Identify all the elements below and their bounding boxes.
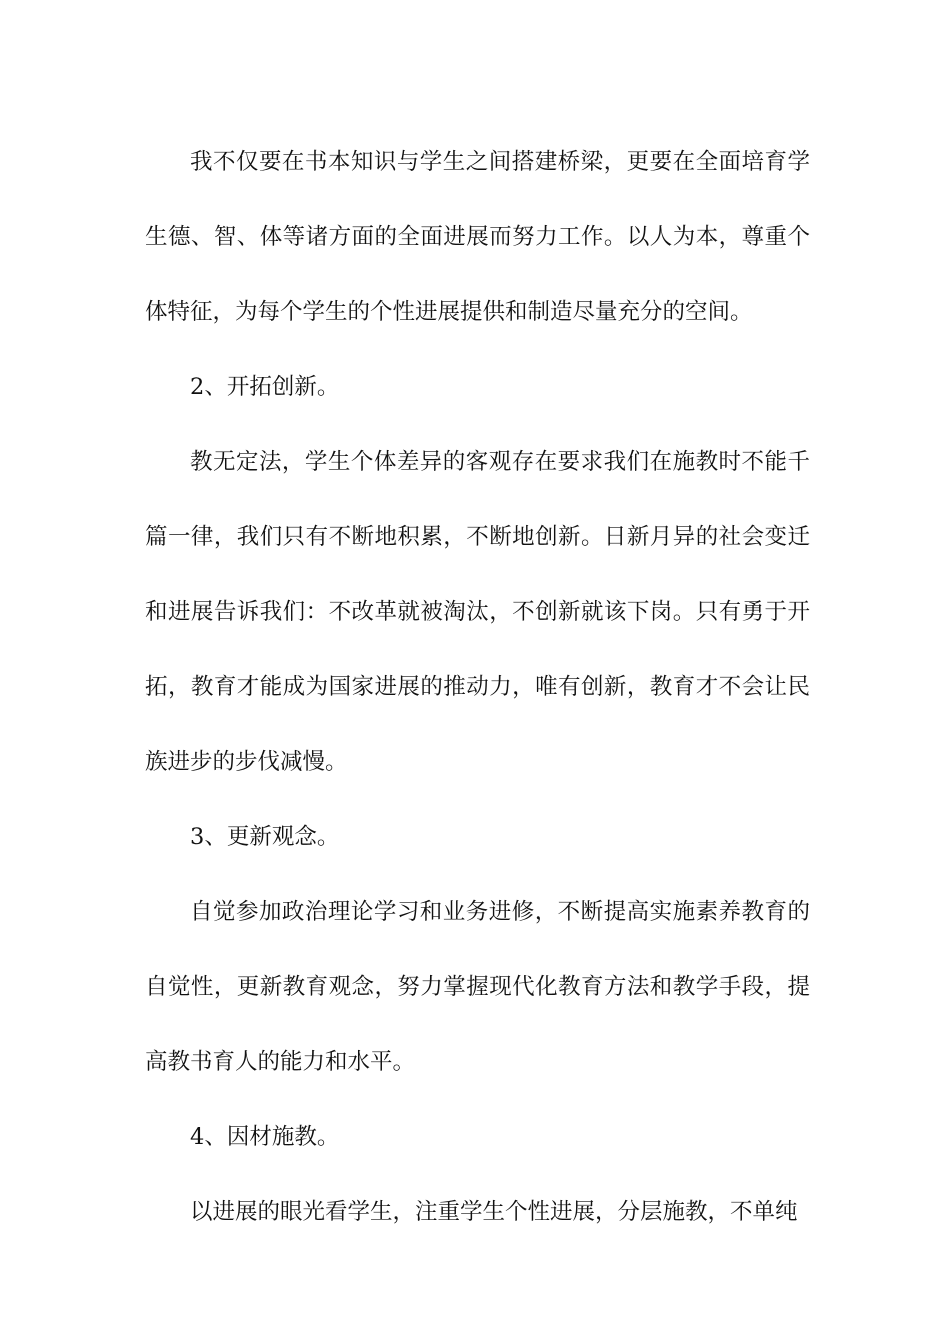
section-heading: 4、因材施教。 [190,1124,340,1150]
section-heading: 2、开拓创新。 [190,374,340,400]
paragraph-body: 自觉参加政治理论学习和业务进修，不断提高实施素养教育的自觉性，更新教育观念，努力掌握现代化教育方法和教学手段，提高教书育人的能力和水平。 [145,899,810,1075]
document-body [145,125,810,1250]
paragraph-body: 教无定法，学生个体差异的客观存在要求我们在施教时不能千篇一律，我们只有不断地积累，不断地创新。日新月异的社会变迁和进展告诉我们：不改革就被淘汰，不创新就该下岗。只有勇于开拓，教育才能成为国家进展的推动力，唯有创新，教育才不会让民族进步的步伐减慢。 [145,449,810,775]
paragraph-body: 我不仅要在书本知识与学生之间搭建桥梁，更要在全面培育学生德、智、体等诸方面的全面进展而努力工作。以人为本，尊重个体特征，为每个学生的个性进展提供和制造尽量充分的空间。 [145,149,810,325]
section-heading: 3、更新观念。 [190,824,340,850]
paragraph-body: 以进展的眼光看学生，注重学生个性进展，分层施教，不单纯 [190,1199,798,1225]
